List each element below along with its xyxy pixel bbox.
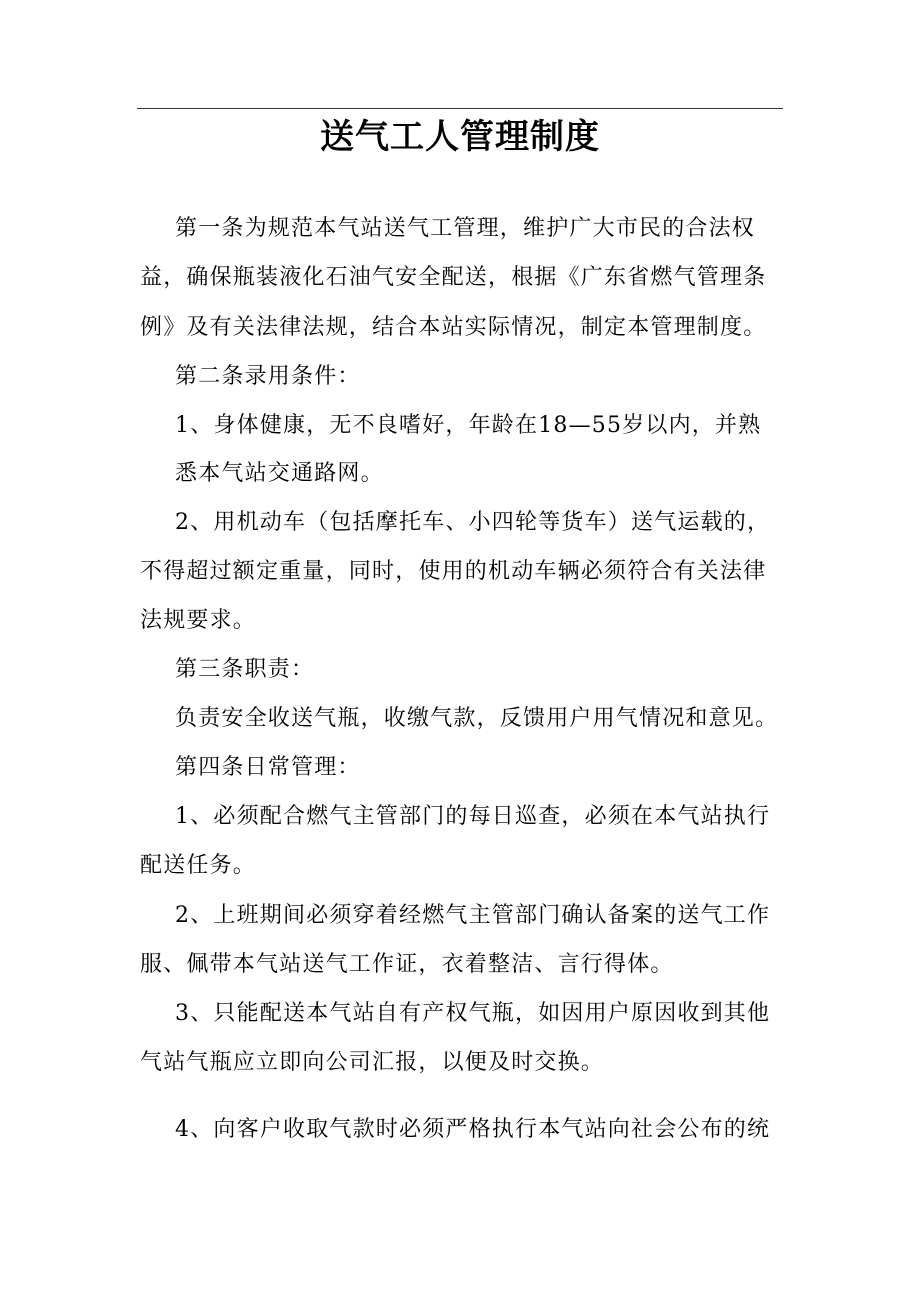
article-2-item-2-line-2: 不得超过额定重量，同时，使用的机动车辆必须符合有关法律 <box>140 559 767 584</box>
article-4-item-1-line-2: 配送任务。 <box>140 853 257 878</box>
article-1-line-3: 例》及有关法律法规，结合本站实际情况，制定本管理制度。 <box>140 315 767 340</box>
article-4-item-2-line-1: 2、上班期间必须穿着经燃气主管部门确认备案的送气工作 <box>175 903 771 928</box>
article-4-item-1-line-1: 1、必须配合燃气主管部门的每日巡查，必须在本气站执行 <box>175 804 771 829</box>
article-1-line-2: 益，确保瓶装液化石油气安全配送，根据《广东省燃气管理条 <box>140 265 767 290</box>
article-4-item-3-line-2: 气站气瓶应立即向公司汇报，以便及时交换。 <box>140 1050 605 1075</box>
article-3-heading: 第三条职责： <box>175 657 315 682</box>
article-2-item-1-line-2: 悉本气站交通路网。 <box>175 461 384 486</box>
header-rule <box>137 108 783 109</box>
document-title: 送气工人管理制度 <box>320 117 600 157</box>
article-2-heading: 第二条录用条件： <box>175 364 361 389</box>
article-4-item-2-line-2: 服、佩带本气站送气工作证，衣着整洁、言行得体。 <box>140 952 674 977</box>
article-4-item-3-line-1: 3、只能配送本气站自有产权气瓶，如因用户原因收到其他 <box>175 1001 771 1026</box>
article-2-item-2-line-1: 2、用机动车（包括摩托车、小四轮等货车）送气运载的， <box>175 510 771 535</box>
article-2-item-2-line-3: 法规要求。 <box>140 608 257 633</box>
article-4-heading: 第四条日常管理： <box>175 755 361 780</box>
article-2-item-1-line-1: 1、身体健康，无不良嗜好，年龄在18—55岁以内，并熟 <box>175 413 762 438</box>
article-1-line-1: 第一条为规范本气站送气工管理，维护广大市民的合法权 <box>175 216 756 241</box>
article-4-item-4-line-1: 4、向客户收取气款时必须严格执行本气站向社会公布的统 <box>175 1117 771 1142</box>
article-3-body: 负责安全收送气瓶，收缴气款，反馈用户用气情况和意见。 <box>175 706 779 731</box>
